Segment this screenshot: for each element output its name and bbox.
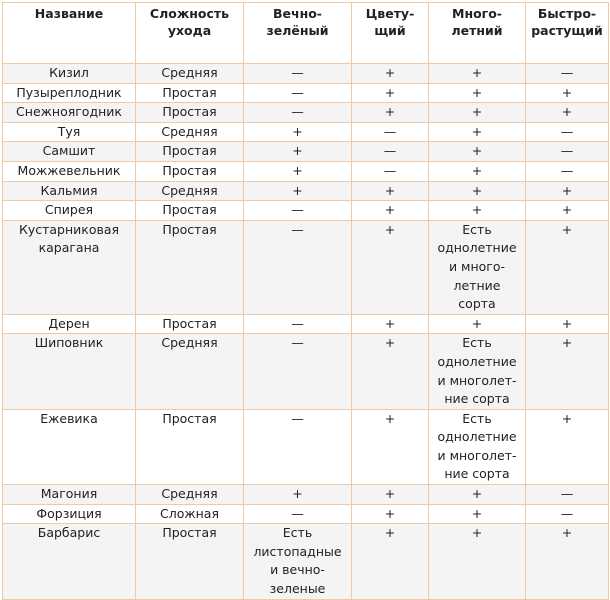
cell-fast-growing: +: [526, 409, 609, 484]
cell-evergreen: +: [244, 181, 352, 201]
table-body: [3, 64, 609, 600]
cell-perennial: +: [429, 201, 526, 221]
cell-flowering: +: [352, 201, 429, 221]
cell-fast-growing: —: [526, 122, 609, 142]
table-row: [3, 103, 609, 123]
cell-flowering: +: [352, 181, 429, 201]
cell-care-difficulty: Простая: [136, 409, 244, 484]
cell-fast-growing: —: [526, 485, 609, 505]
cell-fast-growing: +: [526, 334, 609, 409]
cell-perennial: +: [429, 103, 526, 123]
header-care-difficulty: Сложность ухода: [136, 3, 244, 64]
cell-name: Барбарис: [3, 524, 136, 599]
cell-fast-growing: —: [526, 64, 609, 84]
cell-care-difficulty: Простая: [136, 161, 244, 181]
cell-care-difficulty: Средняя: [136, 334, 244, 409]
cell-evergreen: —: [244, 64, 352, 84]
cell-flowering: —: [352, 122, 429, 142]
cell-perennial: +: [429, 485, 526, 505]
table-row: [3, 220, 609, 314]
cell-evergreen: —: [244, 409, 352, 484]
cell-flowering: —: [352, 142, 429, 162]
table-row: [3, 181, 609, 201]
table-row: [3, 142, 609, 162]
cell-name: Форзиция: [3, 504, 136, 524]
cell-perennial: Есть однолетние и много- летние сорта: [429, 220, 526, 314]
cell-name: Магония: [3, 485, 136, 505]
cell-name: Шиповник: [3, 334, 136, 409]
cell-flowering: +: [352, 103, 429, 123]
cell-flowering: +: [352, 220, 429, 314]
cell-perennial: +: [429, 524, 526, 599]
cell-fast-growing: —: [526, 504, 609, 524]
cell-flowering: —: [352, 161, 429, 181]
header-perennial: Много- летний: [429, 3, 526, 64]
cell-perennial: +: [429, 142, 526, 162]
cell-care-difficulty: Простая: [136, 220, 244, 314]
cell-evergreen: —: [244, 83, 352, 103]
table-row: [3, 485, 609, 505]
cell-perennial: +: [429, 181, 526, 201]
cell-evergreen: —: [244, 220, 352, 314]
header-flowering: Цвету- щий: [352, 3, 429, 64]
cell-name: Туя: [3, 122, 136, 142]
table-row: [3, 409, 609, 484]
cell-name: Спирея: [3, 201, 136, 221]
table-row: [3, 201, 609, 221]
cell-name: Кизил: [3, 64, 136, 84]
cell-flowering: +: [352, 409, 429, 484]
cell-evergreen: Есть листопадные и вечно- зеленые: [244, 524, 352, 599]
cell-name: Самшит: [3, 142, 136, 162]
cell-care-difficulty: Простая: [136, 103, 244, 123]
cell-care-difficulty: Средняя: [136, 181, 244, 201]
cell-evergreen: +: [244, 122, 352, 142]
cell-fast-growing: +: [526, 103, 609, 123]
cell-fast-growing: +: [526, 201, 609, 221]
table-row: [3, 504, 609, 524]
cell-care-difficulty: Средняя: [136, 64, 244, 84]
cell-evergreen: +: [244, 142, 352, 162]
cell-flowering: +: [352, 64, 429, 84]
cell-fast-growing: +: [526, 220, 609, 314]
cell-evergreen: +: [244, 485, 352, 505]
cell-evergreen: +: [244, 161, 352, 181]
cell-perennial: +: [429, 64, 526, 84]
cell-name: Кустарниковая карагана: [3, 220, 136, 314]
header-name: Название: [3, 3, 136, 64]
cell-care-difficulty: Простая: [136, 314, 244, 334]
cell-evergreen: —: [244, 201, 352, 221]
cell-name: Ежевика: [3, 409, 136, 484]
cell-perennial: +: [429, 122, 526, 142]
table-header-row: [3, 3, 609, 64]
header-evergreen: Вечно- зелёный: [244, 3, 352, 64]
table-row: [3, 334, 609, 409]
cell-name: Можжевельник: [3, 161, 136, 181]
cell-name: Снежноягодник: [3, 103, 136, 123]
cell-fast-growing: +: [526, 314, 609, 334]
cell-name: Дерен: [3, 314, 136, 334]
table-row: [3, 314, 609, 334]
cell-care-difficulty: Простая: [136, 524, 244, 599]
cell-care-difficulty: Простая: [136, 142, 244, 162]
cell-care-difficulty: Простая: [136, 201, 244, 221]
cell-flowering: +: [352, 83, 429, 103]
cell-perennial: +: [429, 83, 526, 103]
shrubs-table: [2, 2, 609, 600]
cell-name: Пузыреплодник: [3, 83, 136, 103]
cell-evergreen: —: [244, 504, 352, 524]
table-row: [3, 83, 609, 103]
cell-fast-growing: —: [526, 161, 609, 181]
cell-perennial: +: [429, 504, 526, 524]
cell-care-difficulty: Сложная: [136, 504, 244, 524]
cell-evergreen: —: [244, 103, 352, 123]
cell-flowering: +: [352, 504, 429, 524]
cell-flowering: +: [352, 334, 429, 409]
table-row: [3, 161, 609, 181]
cell-perennial: Есть однолетние и многолет- ние сорта: [429, 409, 526, 484]
cell-care-difficulty: Средняя: [136, 122, 244, 142]
cell-fast-growing: +: [526, 181, 609, 201]
cell-perennial: +: [429, 314, 526, 334]
cell-flowering: +: [352, 524, 429, 599]
cell-perennial: +: [429, 161, 526, 181]
header-fast-growing: Быстро- растущий: [526, 3, 609, 64]
cell-fast-growing: +: [526, 83, 609, 103]
cell-care-difficulty: Простая: [136, 83, 244, 103]
cell-evergreen: —: [244, 314, 352, 334]
cell-care-difficulty: Средняя: [136, 485, 244, 505]
cell-flowering: +: [352, 485, 429, 505]
cell-name: Кальмия: [3, 181, 136, 201]
cell-perennial: Есть однолетние и многолет- ние сорта: [429, 334, 526, 409]
table-row: [3, 524, 609, 599]
cell-fast-growing: +: [526, 524, 609, 599]
cell-fast-growing: —: [526, 142, 609, 162]
cell-evergreen: —: [244, 334, 352, 409]
table-row: [3, 122, 609, 142]
cell-flowering: +: [352, 314, 429, 334]
table-row: [3, 64, 609, 84]
